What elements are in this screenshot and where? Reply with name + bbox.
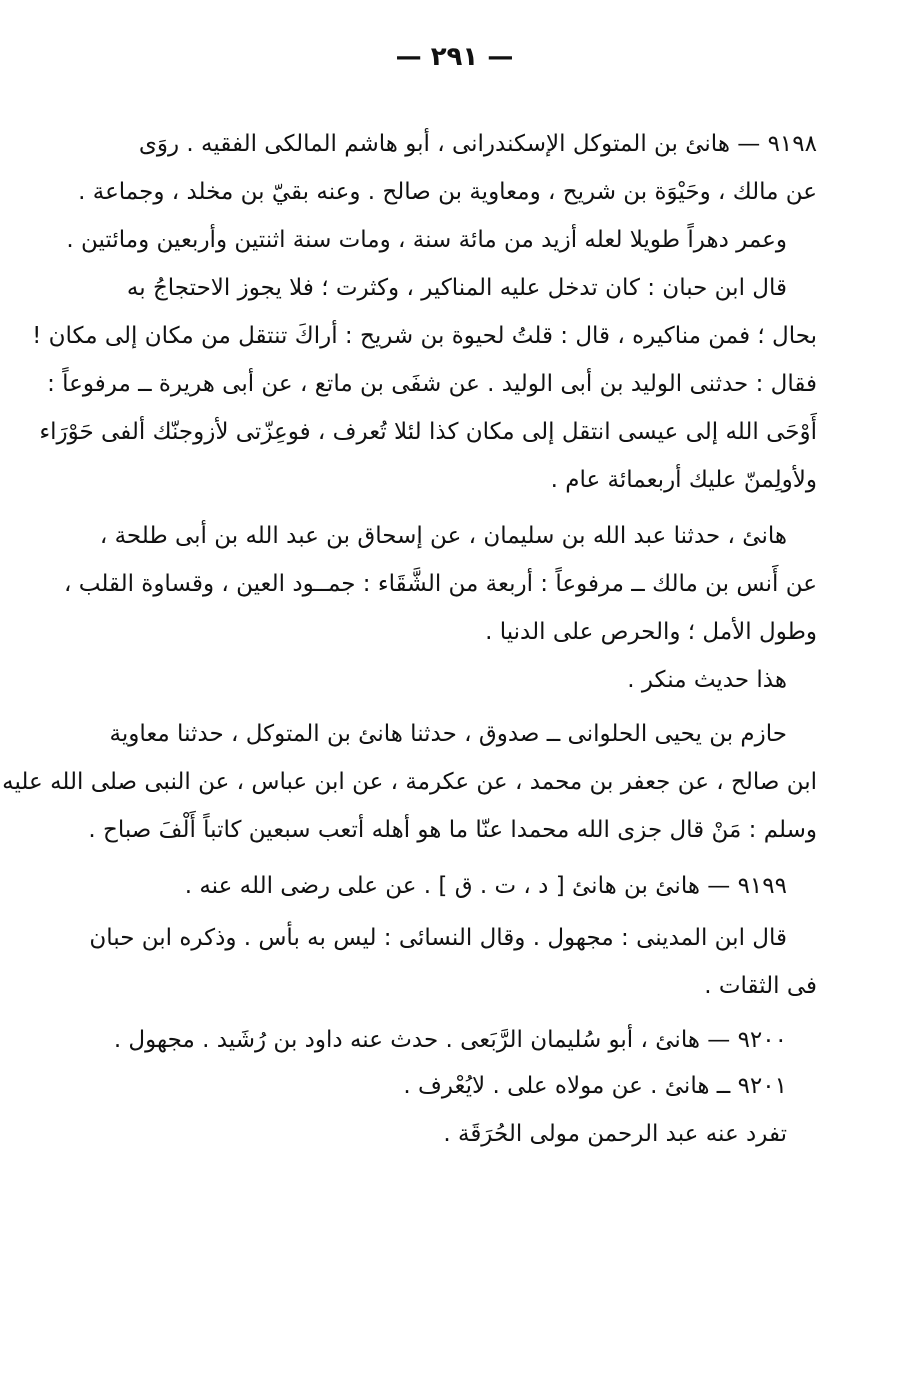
hadith-2-line-2: عن أَنس بن مالك ــ مرفوعاً : أربعة من الشَّقَاء : جمــود العين ، وقساوة القلب ، (64, 571, 817, 597)
entry-9200: ٩٢٠٠ — هانئ ، أبو سُليمان الرَّبَعى . حدث عنه داود بن رُشَيد . مجهول . (113, 1027, 787, 1053)
entry-9198-line-1: ٩١٩٨ — هانئ بن المتوكل الإسكندرانى ، أبو هاشم المالكى الفقيه . روَى (138, 131, 817, 157)
hadith-2-line-3: وطول الأمل ؛ والحرص على الدنيا . (485, 619, 817, 645)
entry-9199-line-1: ٩١٩٩ — هانئ بن هانئ [ د ، ت . ق ] . عن على رضى الله عنه . (184, 873, 787, 899)
entry-9198-line-7: أَوْحَى الله إلى عيسى انتقل إلى مكان كذا لئلا تُعرف ، فوعِزّتى لأزوجنّك ألفى حَوْرَاء (39, 419, 817, 445)
hadith-3-line-1: حازم بن يحيى الحلوانى ــ صدوق ، حدثنا هانئ بن المتوكل ، حدثنا معاوية (109, 721, 787, 747)
entry-9198-line-2: عن مالك ، وحَيْوَة بن شريح ، ومعاوية بن صالح . وعنه بقيّ بن مخلد ، وجماعة . (78, 179, 817, 205)
hadith-3-line-2: ابن صالح ، عن جعفر بن محمد ، عن عكرمة ، عن ابن عباس ، عن النبى صلى الله عليه (2, 769, 817, 795)
hadith-2-verdict: هذا حديث منكر . (627, 667, 787, 693)
entry-9198-line-3: وعمر دهراً طويلا لعله أزيد من مائة سنة ، ومات سنة اثنتين وأربعين ومائتين . (66, 227, 787, 253)
hadith-3-line-3: وسلم : مَنْ قال جزى الله محمدا عنّا ما هو أهله أتعب سبعين كاتباً أَلْفَ صباح . (88, 817, 817, 843)
entry-9199-line-2: قال ابن المدينى : مجهول . وقال النسائى : ليس به بأس . وذكره ابن حبان (89, 925, 787, 951)
entry-9198-line-6: فقال : حدثنى الوليد بن أبى الوليد . عن شفَى بن ماتع ، عن أبى هريرة ــ مرفوعاً : (47, 371, 817, 397)
entry-9199-line-3: فى الثقات . (704, 973, 817, 999)
entry-9198-line-8: ولأولِمنّ عليك أربعمائة عام . (550, 467, 817, 493)
hadith-2-line-1: هانئ ، حدثنا عبد الله بن سليمان ، عن إسحاق بن عبد الله بن أبى طلحة ، (99, 523, 787, 549)
entry-9201-line-2: تفرد عنه عبد الرحمن مولى الحُرَقَة . (443, 1121, 787, 1147)
entry-9201-line-1: ٩٢٠١ ــ هانئ . عن مولاه على . لايُعْرف . (403, 1073, 787, 1099)
page-number: — ٢٩١ — (395, 42, 514, 72)
entry-9198-line-4: قال ابن حبان : كان تدخل عليه المناكير ، وكثرت ؛ فلا يجوز الاحتجاجُ به (126, 275, 787, 301)
entry-9198-line-5: بحال ؛ فمن مناكيره ، قال : قلتُ لحيوة بن شريح : أراكَ تنتقل من مكان إلى مكان ! (32, 323, 817, 349)
